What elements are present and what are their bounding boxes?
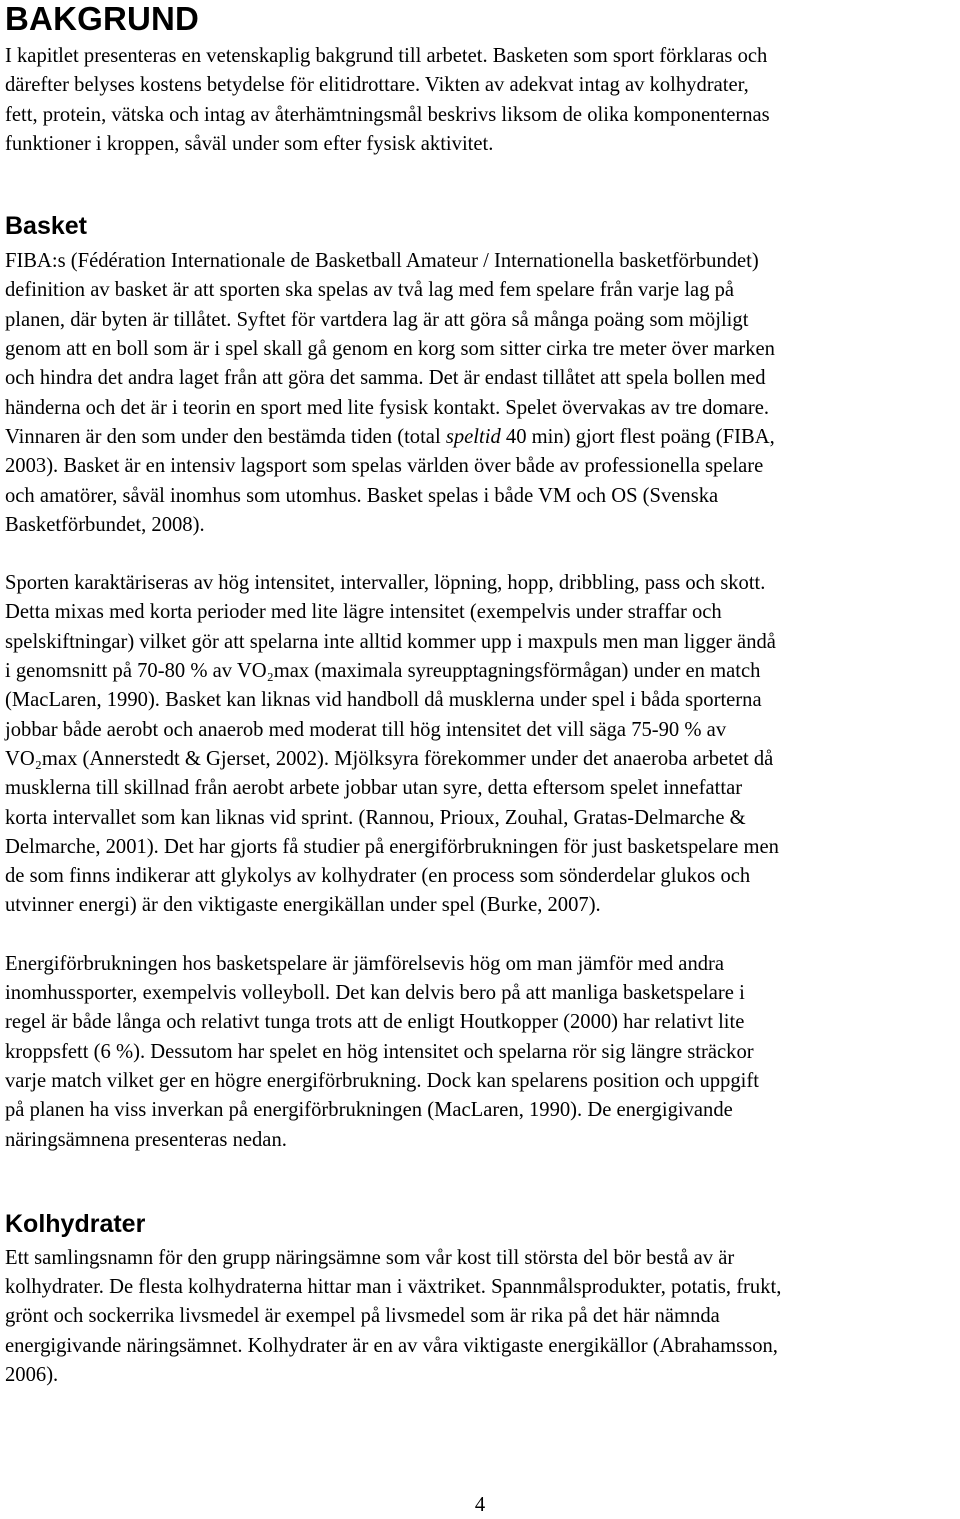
text-line: definition av basket är att sporten ska spelas av två lag med fem spelare från varje lag på [5, 279, 735, 302]
text-line: kroppsfett (6 %). Dessutom har spelet en hög intensitet och spelarna rör sig längre sträckor [5, 1040, 754, 1063]
text-line: funktioner i kroppen, såväl under som efter fysisk aktivitet. [5, 132, 494, 155]
text-line: energigivande näringsämnet. Kolhydrater är en av våra viktigaste energikällor (Abrahamsson, [5, 1334, 778, 1357]
basket-paragraph-2 [5, 569, 955, 921]
text-line: jobbar både aerobt och anaerob med moderat till hög intensitet det vill säga 75-90 % av [5, 718, 727, 741]
italic-term: speltid [445, 425, 501, 448]
text-line: VO₂max (Annerstedt & Gjerset, 2002). Mjölksyra förekommer under det anaeroba arbetet då [5, 747, 774, 770]
page-title: BAKGRUND [5, 0, 200, 37]
text-line: FIBA:s (Fédération Internationale de Basketball Amateur / Internationella basketförbundet) [5, 250, 759, 273]
text-line: Delmarche, 2001). Det har gjorts få studier på energiförbrukningen för just basketspelare men [5, 835, 779, 858]
text-line: näringsämnena presenteras nedan. [5, 1128, 287, 1151]
text-line: på planen ha viss inverkan på energiförbrukningen (MacLaren, 1990). De energigivande [5, 1099, 733, 1122]
text-line: regel är både långa och relativt tunga trots att de enligt Houtkopper (2000) har relativt lite [5, 1011, 745, 1034]
text-line: grönt och sockerrika livsmedel är exempel på livsmedel som är rika på det här nämnda [5, 1305, 720, 1328]
text-line: Energiförbrukningen hos basketspelare är jämförelsevis hög om man jämför med andra [5, 952, 725, 975]
text-line: utvinner energi) är den viktigaste energikällan under spel (Burke, 2007). [5, 894, 601, 917]
text-line: I kapitlet presenteras en vetenskaplig bakgrund till arbetet. Basketen som sport förklaras och [5, 45, 768, 67]
text-line: Basketförbundet, 2008). [5, 513, 205, 536]
text-line: och hindra det andra laget från att göra det samma. Det är endast tillåtet att spela bollen med [5, 367, 766, 390]
text-line: inomhussporter, exempelvis volleyboll. Det kan delvis bero på att manliga basketspelare i [5, 982, 745, 1005]
text-line: de som finns indikerar att glykolys av kolhydrater (en process som sönderdelar glukos och [5, 865, 751, 888]
document-page [5, 0, 955, 1390]
text-line: 2006). [5, 1363, 59, 1386]
text-line-with-italic: Vinnaren är den som under den bestämda tiden (total speltid 40 min) gjort flest poäng (FIBA, [5, 425, 775, 448]
basket-paragraph-3 [5, 950, 955, 1155]
text-line: genom att en boll som är i spel skall gå genom en korg som sitter cirka tre meter över marken [5, 338, 775, 361]
text-line: planen, där byten är tillåtet. Syftet för vartdera lag är att göra så många poäng som möjligt [5, 308, 749, 331]
text-line: kolhydrater. De flesta kolhydraterna hittar man i växtriket. Spannmålsprodukter, potatis, frukt, [5, 1276, 782, 1299]
text-line: därefter belyses kostens betydelse för elitidrottare. Vikten av adekvat intag av kolhydrater, [5, 74, 749, 97]
text-line: och amatörer, såväl inomhus som utomhus. Basket spelas i både VM och OS (Svenska [5, 484, 719, 507]
text-line: händerna och det är i teorin en sport med lite fysisk kontakt. Spelet övervakas av tre domare. [5, 396, 770, 419]
text-line: Detta mixas med korta perioder med lite lägre intensitet (exempelvis under straffar och [5, 601, 722, 624]
text-line: 2003). Basket är en intensiv lagsport som spelas världen över både av professionella spelare [5, 455, 764, 478]
text-line: Ett samlingsnamn för den grupp näringsämne som vår kost till största del bör bestå av är [5, 1246, 735, 1269]
kolhydrater-paragraph-1 [5, 1244, 955, 1390]
text-line: musklerna till skillnad från aerobt arbete jobbar utan syre, detta eftersom spelet innefattar [5, 777, 743, 800]
text-line: i genomsnitt på 70-80 % av VO₂max (maximala syreupptagningsförmågan) under en match [5, 660, 761, 683]
page-number: 4 [474, 1494, 486, 1516]
text-line: spelskiftningar) vilket gör att spelarna inte alltid kommer upp i maxpuls men man ligger ändå [5, 630, 776, 653]
text-line: (MacLaren, 1990). Basket kan liknas vid handboll då musklerna under spel i båda sporterna [5, 689, 762, 712]
text-line: korta intervallet som kan liknas vid sprint. (Rannou, Prioux, Zouhal, Gratas-Delmarche & [5, 806, 746, 829]
intro-paragraph [5, 42, 955, 159]
section-heading-basket: Basket [5, 212, 87, 241]
basket-paragraph-1 [5, 247, 955, 540]
text-line: varje match vilket ger en högre energiförbrukning. Dock kan spelarens position och uppgift [5, 1069, 759, 1092]
text-line: Sporten karaktäriseras av hög intensitet, intervaller, löpning, hopp, dribbling, pass och skott. [5, 572, 766, 595]
text-line: fett, protein, vätska och intag av återhämtningsmål beskrivs liksom de olika komponenternas [5, 103, 770, 126]
section-heading-kolhydrater: Kolhydrater [5, 1209, 146, 1238]
